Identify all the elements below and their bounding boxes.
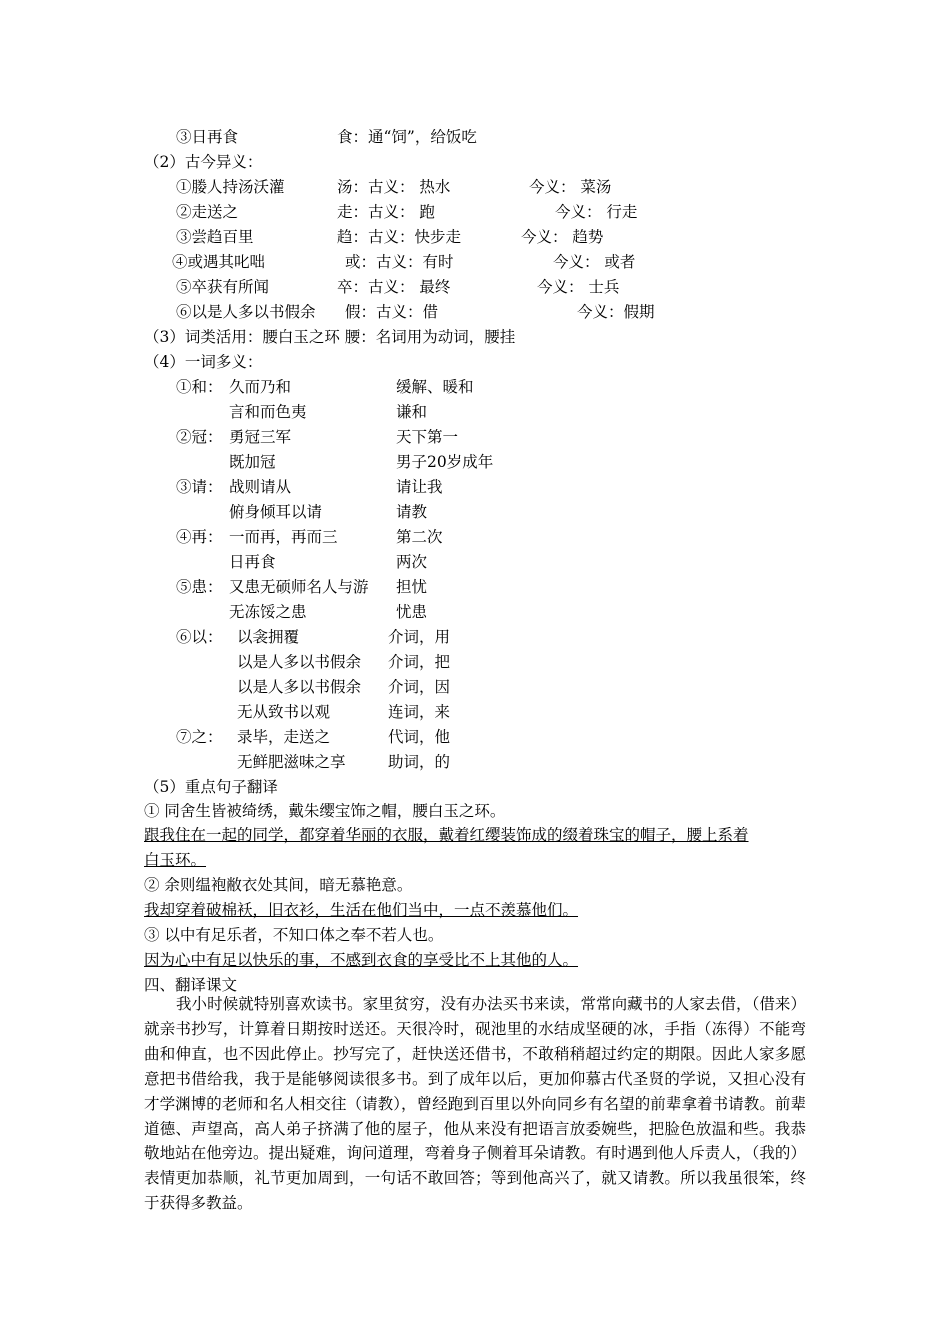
yici-meaning: 介词，因 — [388, 678, 451, 696]
yici-meaning: 助词，的 — [388, 753, 451, 771]
tongjia-note: 食：通“饲”，给饭吃 — [337, 128, 477, 146]
yici-label: ①和： — [176, 378, 223, 396]
tongjia-phrase: ③日再食 — [176, 128, 239, 146]
yici-example: 既加冠 — [229, 453, 276, 471]
yici-example: 以是人多以书假余 — [237, 653, 362, 671]
yici-example: 无冻馁之患 — [229, 603, 307, 621]
yici-example: 以是人多以书假余 — [237, 678, 362, 696]
yici-example: 又患无硕师名人与游 — [229, 578, 369, 596]
gujin-modern: 今义： 趋势 — [521, 228, 604, 246]
yici-meaning: 介词，把 — [388, 653, 451, 671]
fanyi-translation: 跟我住在一起的同学，都穿着华丽的衣服，戴着红缨装饰成的缀着珠宝的帽子，腰上系着 — [144, 826, 749, 844]
yici-meaning: 谦和 — [396, 403, 428, 421]
yici-example: 日再食 — [229, 553, 276, 571]
gujin-phrase: ④或遇其叱咄 — [172, 253, 266, 271]
gujin-modern: 今义：假期 — [577, 303, 655, 321]
yici-meaning: 担忧 — [396, 578, 428, 596]
yici-example: 战则请从 — [229, 478, 292, 496]
gujin-ancient: 汤：古义： 热水 — [337, 178, 451, 196]
yici-meaning: 请让我 — [396, 478, 443, 496]
gujin-ancient: 假：古义：借 — [345, 303, 439, 321]
yici-meaning: 第二次 — [396, 528, 443, 546]
yici-label: ③请： — [176, 478, 223, 496]
gujin-ancient: 或：古义：有时 — [345, 253, 454, 271]
fanyi-source: ③ 以中有足乐者，不知口体之奉不若人也。 — [144, 926, 444, 944]
yici-meaning: 代词，他 — [388, 728, 451, 746]
yici-meaning: 请教 — [396, 503, 428, 521]
yici-meaning: 连词，来 — [388, 703, 451, 721]
yici-label: ④再： — [176, 528, 223, 546]
gujin-heading: （2）古今异义： — [144, 153, 263, 171]
yici-example: 一而再，再而三 — [229, 528, 338, 546]
yici-example: 俯身倾耳以请 — [229, 503, 323, 521]
gujin-phrase: ②走送之 — [176, 203, 239, 221]
yici-example: 勇冠三军 — [229, 428, 292, 446]
gujin-phrase: ③尝趋百里 — [176, 228, 254, 246]
gujin-modern: 今义： 菜汤 — [529, 178, 612, 196]
gujin-phrase: ①媵人持汤沃灌 — [176, 178, 285, 196]
yici-example: 录毕，走送之 — [237, 728, 331, 746]
fanyi-translation: 白玉环。 — [144, 851, 207, 869]
gujin-ancient: 走：古义： 跑 — [337, 203, 435, 221]
yici-example: 无从致书以观 — [237, 703, 331, 721]
gujin-phrase: ⑤卒获有所闻 — [176, 278, 270, 296]
gujin-modern: 今义： 行走 — [555, 203, 638, 221]
yici-label: ⑤患： — [176, 578, 223, 596]
yici-meaning: 天下第一 — [396, 428, 459, 446]
fanyi-source: ② 余则缊袍敝衣处其间，暗无慕艳意。 — [144, 876, 413, 894]
yici-meaning: 介词，用 — [388, 628, 451, 646]
yici-heading: （4）一词多义： — [144, 353, 263, 371]
fanyi-translation: 因为心中有足以快乐的事，不感到衣食的享受比不上其他的人。 — [144, 951, 579, 969]
yici-example: 言和而色夷 — [229, 403, 307, 421]
gujin-ancient: 趋：古义：快步走 — [337, 228, 462, 246]
yici-example: 久而乃和 — [229, 378, 292, 396]
yici-meaning: 两次 — [396, 553, 428, 571]
yici-meaning: 男子20岁成年 — [396, 453, 494, 471]
yici-meaning: 缓解、暖和 — [396, 378, 474, 396]
section4-heading: 四、翻译课文 — [144, 976, 238, 994]
yici-label: ②冠： — [176, 428, 223, 446]
fanyi-translation: 我却穿着破棉袄，旧衣衫，生活在他们当中，一点不羡慕他们。 — [144, 901, 579, 919]
cilei-line: （3）词类活用：腰白玉之环 腰：名词用为动词，腰挂 — [144, 328, 516, 346]
fanyi-heading: （5）重点句子翻译 — [144, 778, 278, 796]
gujin-modern: 今义： 或者 — [553, 253, 636, 271]
section4-paragraph: 我小时候就特别喜欢读书。家里贫穷，没有办法买书来读，常常向藏书的人家去借，（借来）就亲书抄写，计算着日期按时送还。天很冷时，砚池里的水结成坚硬的冰，手指（冻得）不能弯曲和伸直，也不因此停止。抄写完了，赶快送还借书，不敢稍稍超过约定的期限。因此人家多愿意把书借给我，我于是能够阅读很多书。到了成年以后，更加仰慕古代圣贤的学说，又担心没有才学渊博的老师和名人相交往（请教），曾经跑到百里以外向同乡有名望的前辈拿着书请教。前辈道德、声望高，高人弟子挤满了他的屋子，他从来没有把语言放委婉些，把脸色放温和些。我恭敬地站在他旁边。提出疑难，询问道理，弯着身子侧着耳朵请教。有时遇到他人斥责人，（我的）表情更加恭顺，礼节更加周到，一句话不敢回答；等到他高兴了，就又请教。所以我虽很笨，终于获得多教益。 — [144, 995, 806, 1213]
yici-meaning: 忧患 — [396, 603, 428, 621]
yici-label: ⑥以： — [176, 628, 223, 646]
yici-label: ⑦之： — [176, 728, 223, 746]
gujin-phrase: ⑥以是人多以书假余 — [176, 303, 316, 321]
gujin-ancient: 卒：古义： 最终 — [337, 278, 451, 296]
yici-example: 无鲜肥滋味之享 — [237, 753, 346, 771]
fanyi-source: ① 同舍生皆被绮绣，戴朱缨宝饰之帽，腰白玉之环。 — [144, 802, 506, 820]
gujin-modern: 今义： 士兵 — [537, 278, 620, 296]
yici-example: 以衾拥覆 — [237, 628, 300, 646]
